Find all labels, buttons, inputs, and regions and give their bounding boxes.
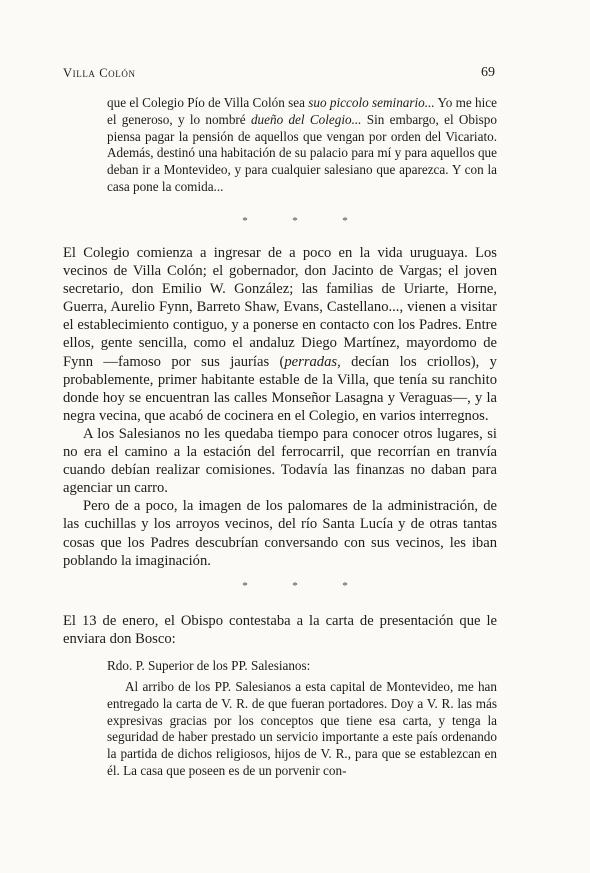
section-separator	[0, 580, 590, 592]
paragraph-italic: perradas,	[284, 353, 341, 370]
separator-star: *	[242, 580, 248, 592]
letter-text: Al arribo de los PP. Salesianos a esta capital de Montevideo, me han entregado la carta de V. R. de que fueran portadores. Doy a V. R. las más expresivas gracias por los conceptos que tiene esa carta, y tenga la seguridad de haber prestado un servicio importante a este país ordenando la partida de dichos religiosos, hijos de V. R., para que se establezcan en él. La casa que poseen es de un porvenir con-	[107, 679, 497, 778]
body-section-1	[63, 244, 497, 570]
body-section-2	[63, 612, 497, 648]
body-paragraph: A los Salesianos no les quedaba tiempo para conocer otros lugares, si no era el camino a la estación del ferrocarril, que recorrían en tranvía cuando debían realizar comisiones. Todavía las finanzas no daban para agenciar un carro.	[63, 425, 497, 497]
separator-star: *	[292, 580, 298, 592]
separator-star: *	[242, 215, 248, 227]
quote-text-1: que el Colegio Pío de Villa Colón sea	[107, 95, 309, 110]
letter-salutation: Rdo. P. Superior de los PP. Salesianos:	[107, 658, 311, 673]
quoted-excerpt	[107, 95, 497, 196]
page-number: 69	[481, 65, 495, 80]
separator-star: *	[342, 215, 348, 227]
page-header	[63, 66, 495, 86]
running-title: Villa Colón	[63, 66, 136, 80]
paragraph-text: decían los criollos), y probablemente, primer habitante estable de la Villa, que tenía su ranchito donde hoy se encuentran las calles Monseñor Lasagna y Veraguas—, y la negra vecina, que acabó de cocinera en el Colegio, en varios interregnos.	[63, 353, 497, 424]
body-paragraph: El 13 de enero, el Obispo contestaba a la carta de presentación que le enviara don Bosco:	[63, 613, 497, 648]
paragraph-text: El Colegio comienza a ingresar de a poco en la vida uruguaya. Los vecinos de Villa Colón; el gobernador, don Jacinto de Vargas; el joven secretario, don Emilio W. González; las familias de Uriarte, Horne, Guerra, Aurelio Fynn, Barreto Shaw, Evans, Castellano..., vienen a visitar el establecimiento contiguo, y a ponerse en contacto con los Padres. Entre ellos, gente sencilla, como el andaluz Diego Martínez, mayordomo de Fynn —famoso por sus jaurías (	[63, 245, 497, 370]
quote-text-2: Yo me hice el generoso, y lo nombré	[107, 95, 497, 127]
body-paragraph: Pero de a poco, la imagen de los palomares de la administración, de las cuchillas y los arroyos vecinos, del río Santa Lucía y de otras tantas cosas que los Padres descubrían conversando con sus vecinos, les iban poblando la imaginación.	[63, 498, 497, 569]
quote-text-3: Sin embargo, el Obispo piensa pagar la pensión de aquellos que vengan por orden del Vicariato. Además, destinó una habitación de su palacio para mí y para aquellos que deban ir a Montevideo, y para cualquier salesiano que aparezca. Y con la casa pone la comida...	[107, 111, 497, 194]
body-paragraph	[63, 244, 497, 425]
section-separator	[0, 215, 590, 227]
quote-italic-2: dueño del Colegio...	[250, 111, 362, 127]
quote-italic-1: suo piccolo seminario...	[308, 95, 435, 110]
separator-star: *	[292, 215, 298, 227]
separator-star: *	[342, 580, 348, 592]
